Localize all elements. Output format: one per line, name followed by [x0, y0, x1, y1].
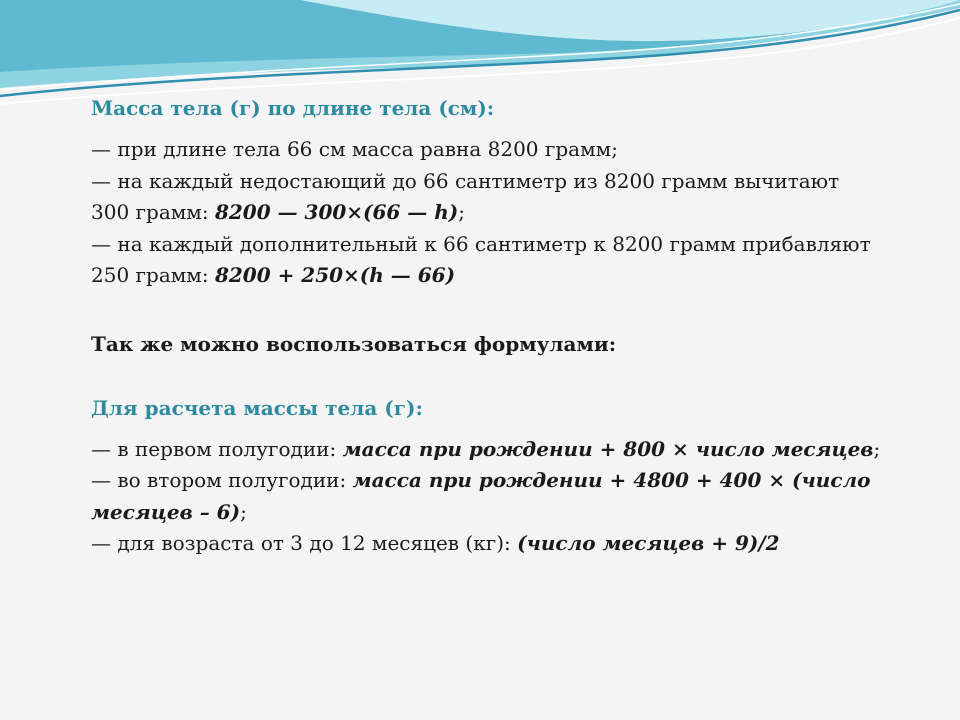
bullet-suffix: ; — [240, 499, 247, 524]
bullet-item — [91, 229, 881, 292]
bullet-text: — для возраста от 3 до 12 месяцев (кг): — [91, 531, 518, 555]
bullet-text: — во втором полугодии: — [91, 468, 353, 492]
bullet-item — [91, 166, 881, 229]
formula: масса при рождении + 4800 + 400 × (число месяцев – 6) — [91, 468, 871, 524]
bullet-text: — при длине тела 66 см масса равна 8200 грамм; — [91, 137, 618, 161]
bullet-item — [91, 528, 881, 560]
bullet-item — [91, 134, 881, 166]
formulas-subheading: Так же можно воспользоваться формулами: — [91, 331, 617, 356]
bullet-list-formulas — [91, 434, 881, 560]
wave-banner — [0, 0, 960, 110]
bullet-text: — в первом полугодии: — [91, 436, 343, 461]
formula: 8200 + 250×(h — 66) — [214, 263, 456, 287]
section-heading-body-mass-by-length: Масса тела (г) по длине тела (см): — [91, 96, 495, 120]
bullet-suffix: ; — [873, 436, 881, 461]
formula: (число месяцев + 9)/2 — [517, 531, 780, 555]
bullet-list-length — [91, 134, 881, 292]
bullet-text: — на каждый недостающий до 66 сантиметр из 8200 грамм вычитают 300 грамм: — [91, 168, 840, 224]
formula: 8200 — 300×(66 — h) — [214, 200, 459, 224]
bullet-suffix: ; — [458, 200, 466, 224]
bullet-text: — на каждый дополнительный к 66 сантиметр к 8200 грамм прибавляют 250 грамм: — [91, 231, 871, 287]
slide-content — [91, 96, 881, 560]
formula: масса при рождении + 800 × число месяцев — [342, 436, 874, 461]
bullet-item — [91, 434, 881, 466]
bullet-item — [91, 465, 881, 528]
section-heading-body-mass-calc: Для расчета массы тела (г): — [91, 395, 423, 420]
